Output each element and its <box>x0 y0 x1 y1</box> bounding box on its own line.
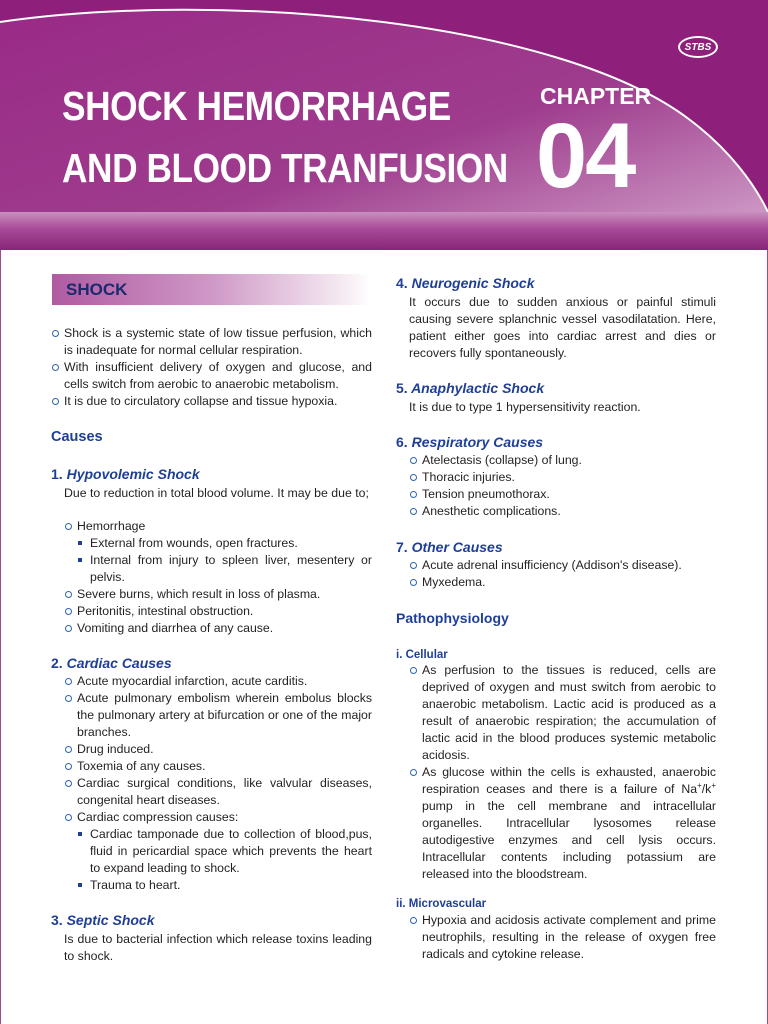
list-item: Atelectasis (collapse) of lung. <box>409 452 716 469</box>
chapter-number: 04 <box>536 105 635 207</box>
causes-heading: Causes <box>51 429 103 445</box>
list-subitem: Trauma to heart. <box>77 877 372 894</box>
section-title: SHOCK <box>66 280 128 299</box>
heading-text: Septic Shock <box>66 912 155 928</box>
list-item: Toxemia of any causes. <box>64 758 372 775</box>
septic-desc: Is due to bacterial infection which release toxins leading to shock. <box>64 932 372 963</box>
heading-text: Neurogenic Shock <box>411 275 535 291</box>
neurogenic-heading <box>396 275 535 292</box>
cellular-list <box>409 662 716 883</box>
list-item <box>409 764 716 883</box>
page-border-left <box>0 250 1 1024</box>
list-subitem: Internal from injury to spleen liver, mesentery or pelvis. <box>77 552 372 586</box>
microvascular-list <box>409 912 716 963</box>
hypovolemic-desc: Due to reduction in total blood volume. It may be due to; <box>64 486 369 500</box>
heading-text: Other Causes <box>411 539 503 555</box>
heading-number: 6. <box>396 434 408 450</box>
chapter-label: CHAPTER <box>540 83 652 109</box>
section-title-bar <box>52 274 370 305</box>
list-item: Anesthetic complications. <box>409 503 716 520</box>
list-item: Acute myocardial infarction, acute carditis. <box>64 673 372 690</box>
chapter-header <box>0 0 768 250</box>
list-item: Drug induced. <box>64 741 372 758</box>
list-item: Vomiting and diarrhea of any cause. <box>64 620 372 637</box>
cardiac-list <box>64 673 372 894</box>
list-item: Thoracic injuries. <box>409 469 716 486</box>
heading-number: 5. <box>396 380 408 396</box>
chapter-title-line1: SHOCK HEMORRHAGE <box>62 83 451 129</box>
intro-list <box>51 325 372 410</box>
list-item: Cardiac surgical conditions, like valvular diseases, congenital heart diseases. <box>64 775 372 809</box>
glucose-text-mid: /k <box>701 782 712 796</box>
hypovolemic-heading <box>51 466 200 483</box>
chapter-title-line2: AND BLOOD TRANFUSION <box>62 145 508 191</box>
list-item: Severe burns, which result in loss of plasma. <box>64 586 372 603</box>
list-subitem: External from wounds, open fractures. <box>77 535 372 552</box>
glucose-text-end: pump in the cell membrane and intracellular organelles. Intracellular lysosomes release autodigestive enzymes and cell lysis occurs. Intracellular contents including potassium are released into the bloodstream. <box>422 799 716 881</box>
heading-number: 4. <box>396 275 408 291</box>
logo-text: STBS <box>684 41 712 53</box>
list-subitem: Cardiac tamponade due to collection of blood,pus, fluid in pericardial space which prevents the heart to expand leading to shock. <box>77 826 372 877</box>
heading-number: 2. <box>51 655 63 671</box>
list-item: It is due to circulatory collapse and tissue hypoxia. <box>51 393 372 410</box>
microvascular-heading: ii. Microvascular <box>396 898 487 910</box>
potassium-charge: + <box>711 780 716 790</box>
pathophysiology-heading: Pathophysiology <box>396 610 509 626</box>
heading-text: Cardiac Causes <box>66 655 172 671</box>
glucose-text-start: As glucose within the cells is exhausted, anaerobic respiration ceases and there is a failure of Na <box>422 765 716 796</box>
cardiac-heading <box>51 655 172 672</box>
list-item: Acute pulmonary embolism wherein embolus blocks the pulmonary artery at bifurcation or one of the major branches. <box>64 690 372 741</box>
list-item: Shock is a systemic state of low tissue perfusion, which is inadequate for normal cellular respiration. <box>51 325 372 359</box>
publisher-logo <box>678 36 718 58</box>
list-item: Peritonitis, intestinal obstruction. <box>64 603 372 620</box>
heading-text: Respiratory Causes <box>411 434 544 450</box>
list-item: Hypoxia and acidosis activate complement and prime neutrophils, resulting in the release of oxygen free radicals and cytokine release. <box>409 912 716 963</box>
heading-text: Hypovolemic Shock <box>66 466 200 482</box>
heading-number: 3. <box>51 912 63 928</box>
cellular-heading: i. Cellular <box>396 649 448 661</box>
list-item: Myxedema. <box>409 574 716 591</box>
other-causes-heading <box>396 539 503 556</box>
neurogenic-desc: It occurs due to sudden anxious or painful stimuli causing severe splanchnic vessel vasodilatation. Here, patient either goes into cardiac arrest and dies or recovers fully spontaneously. <box>409 295 716 360</box>
header-band <box>0 212 768 250</box>
list-item: Tension pneumothorax. <box>409 486 716 503</box>
septic-heading <box>51 912 155 929</box>
heading-text: Anaphylactic Shock <box>411 380 545 396</box>
list-item: Hemorrhage <box>64 518 372 535</box>
hypovolemic-list <box>64 518 372 637</box>
list-item: Cardiac compression causes: <box>64 809 372 826</box>
respiratory-list <box>409 452 716 520</box>
list-item: Acute adrenal insufficiency (Addison's disease). <box>409 557 716 574</box>
respiratory-heading <box>396 434 543 451</box>
sodium-charge: + <box>697 780 702 790</box>
heading-number: 1. <box>51 466 63 482</box>
anaphylactic-heading <box>396 380 544 397</box>
other-causes-list <box>409 557 716 591</box>
heading-number: 7. <box>396 539 408 555</box>
list-item: With insufficient delivery of oxygen and glucose, and cells switch from aerobic to anaerobic metabolism. <box>51 359 372 393</box>
list-item: As perfusion to the tissues is reduced, cells are deprived of oxygen and must switch from aerobic to anaerobic metabolism. Lactic acid is produced as a result of anaerobic respiration; the accumulation of lactic acid in the blood produces systemic metabolic acidosis. <box>409 662 716 764</box>
anaphylactic-desc: It is due to type 1 hypersensitivity reaction. <box>409 400 641 414</box>
